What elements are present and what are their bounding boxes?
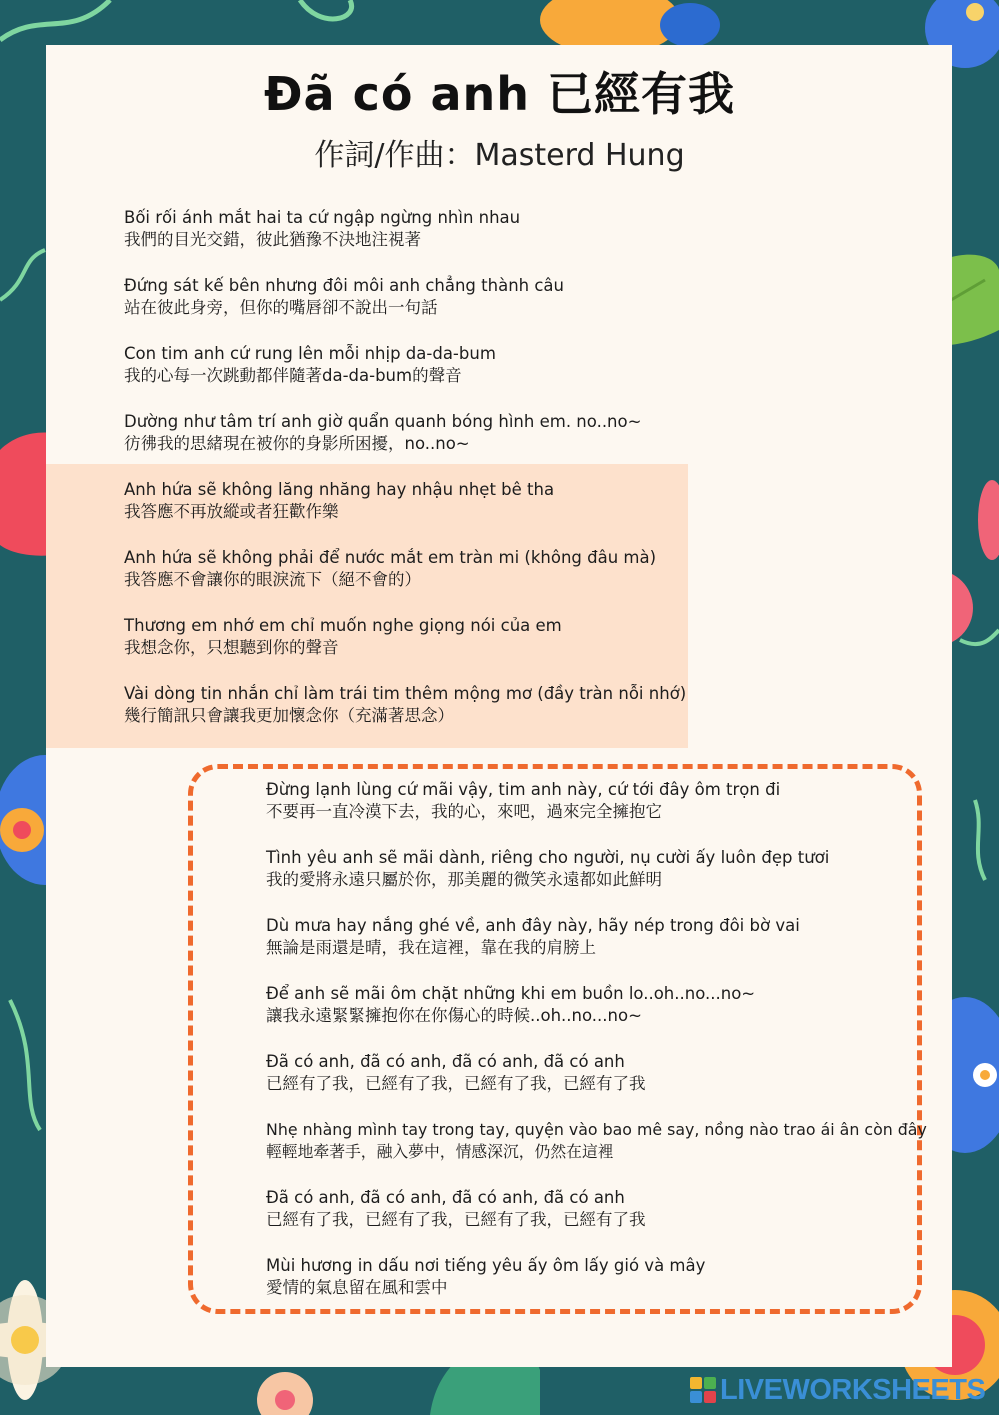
vine-decoration	[0, 0, 110, 40]
lyric-stanza	[124, 547, 656, 591]
flower-decoration	[978, 480, 999, 560]
lyric-vietnamese: Đứng sát kế bên nhưng đôi môi anh chẳng thành câu	[124, 276, 564, 295]
vine-decoration	[10, 1000, 40, 1130]
lyric-chinese: 我的愛將永遠只屬於你，那美麗的微笑永遠都如此鮮明	[266, 870, 662, 889]
lyric-stanza	[124, 343, 496, 387]
lyric-vietnamese: Đừng lạnh lùng cứ mãi vậy, tim anh này, cứ tới đây ôm trọn đi	[266, 780, 781, 799]
lyric-vietnamese: Nhẹ nhàng mình tay trong tay, quyện vào bao mê say, nồng nào trao ái ân còn đây	[266, 1120, 927, 1139]
lyric-vietnamese: Để anh sẽ mãi ôm chặt những khi em buồn lo..oh..no...no~	[266, 984, 756, 1003]
lyric-stanza	[266, 1119, 927, 1163]
lyric-chinese: 我答應不會讓你的眼淚流下（絕不會的）	[124, 570, 421, 589]
lyric-chinese: 站在彼此身旁，但你的嘴唇卻不說出一句話	[124, 298, 438, 317]
lyric-stanza	[124, 683, 686, 727]
song-credits: 作詞/作曲：Masterd Hung	[314, 138, 685, 173]
lyric-stanza	[266, 1051, 646, 1095]
liveworksheets-logo-text: LIVEWORKSHEETS	[720, 1373, 986, 1406]
vine-decoration	[975, 800, 985, 880]
lyric-vietnamese: Bối rối ánh mắt hai ta cứ ngập ngừng nhìn nhau	[124, 208, 521, 227]
lyric-stanza	[266, 1187, 646, 1231]
lyric-stanza	[266, 915, 800, 959]
lyric-stanza	[124, 411, 641, 455]
lyric-stanza	[266, 983, 755, 1027]
lyric-vietnamese: Tình yêu anh sẽ mãi dành, riêng cho người, nụ cười ấy luôn đẹp tươi	[266, 848, 830, 867]
lyric-stanza	[124, 479, 554, 523]
lyric-vietnamese: Đã có anh, đã có anh, đã có anh, đã có anh	[266, 1188, 625, 1207]
lyric-chinese: 無論是雨還是晴，我在這裡，靠在我的肩膀上	[266, 938, 596, 957]
lyric-vietnamese: Anh hứa sẽ không phải để nước mắt em tràn mi (không đâu mà)	[124, 548, 657, 567]
lyric-stanza	[124, 615, 562, 659]
lyric-chinese: 我想念你，只想聽到你的聲音	[124, 638, 339, 657]
lyric-chinese: 彷彿我的思緒現在被你的身影所困擾，no..no~	[124, 434, 470, 453]
vine-decoration	[300, 0, 352, 19]
lyric-stanza	[124, 207, 520, 251]
lyric-vietnamese: Anh hứa sẽ không lăng nhăng hay nhậu nhẹt bê tha	[124, 480, 555, 499]
lyric-vietnamese: Dù mưa hay nắng ghé về, anh đây này, hãy nép trong đôi bờ vai	[266, 916, 800, 935]
lyric-chinese: 我的心每一次跳動都伴隨著da-da-bum的聲音	[124, 366, 462, 385]
lyric-chinese: 已經有了我，已經有了我，已經有了我，已經有了我	[266, 1074, 646, 1093]
lyric-vietnamese: Con tim anh cứ rung lên mỗi nhịp da-da-bum	[124, 344, 496, 363]
lyric-stanza	[266, 847, 829, 891]
lyric-stanza	[266, 1255, 705, 1299]
lyric-vietnamese: Vài dòng tin nhắn chỉ làm trái tim thêm mộng mơ (đầy tràn nỗi nhớ)	[124, 684, 687, 703]
lyric-chinese: 讓我永遠緊緊擁抱你在你傷心的時候..oh..no...no~	[266, 1006, 642, 1025]
song-title: Đã có anh 已經有我	[263, 67, 736, 121]
vine-decoration	[0, 250, 45, 300]
lyric-chinese: 愛情的氣息留在風和雲中	[266, 1278, 448, 1297]
liveworksheets-logo-icon	[690, 1377, 716, 1403]
lyric-chinese: 我們的目光交錯，彼此猶豫不決地注視著	[124, 230, 421, 249]
lyric-vietnamese: Đã có anh, đã có anh, đã có anh, đã có anh	[266, 1052, 625, 1071]
lyric-chinese: 我答應不再放縱或者狂歡作樂	[124, 502, 339, 521]
lyric-chinese: 輕輕地牽著手，融入夢中，情感深沉，仍然在這裡	[266, 1142, 614, 1161]
flower-decoration	[966, 3, 984, 21]
lyric-vietnamese: Thương em nhớ em chỉ muốn nghe giọng nói của em	[124, 616, 562, 635]
lyric-stanza	[266, 779, 780, 823]
lyric-vietnamese: Dường như tâm trí anh giờ quẩn quanh bóng hình em. no..no~	[124, 412, 642, 431]
lyric-stanza	[124, 275, 564, 319]
lyric-chinese: 幾行簡訊只會讓我更加懷念你（充滿著思念）	[124, 706, 454, 725]
lyric-chinese: 不要再一直冷漠下去，我的心，來吧，過來完全擁抱它	[266, 802, 662, 821]
lyric-vietnamese: Mùi hương in dấu nơi tiếng yêu ấy ôm lấy gió và mây	[266, 1256, 706, 1275]
liveworksheets-logo[interactable]	[690, 1373, 985, 1407]
lyric-chinese: 已經有了我，已經有了我，已經有了我，已經有了我	[266, 1210, 646, 1229]
flower-decoration	[660, 3, 720, 47]
